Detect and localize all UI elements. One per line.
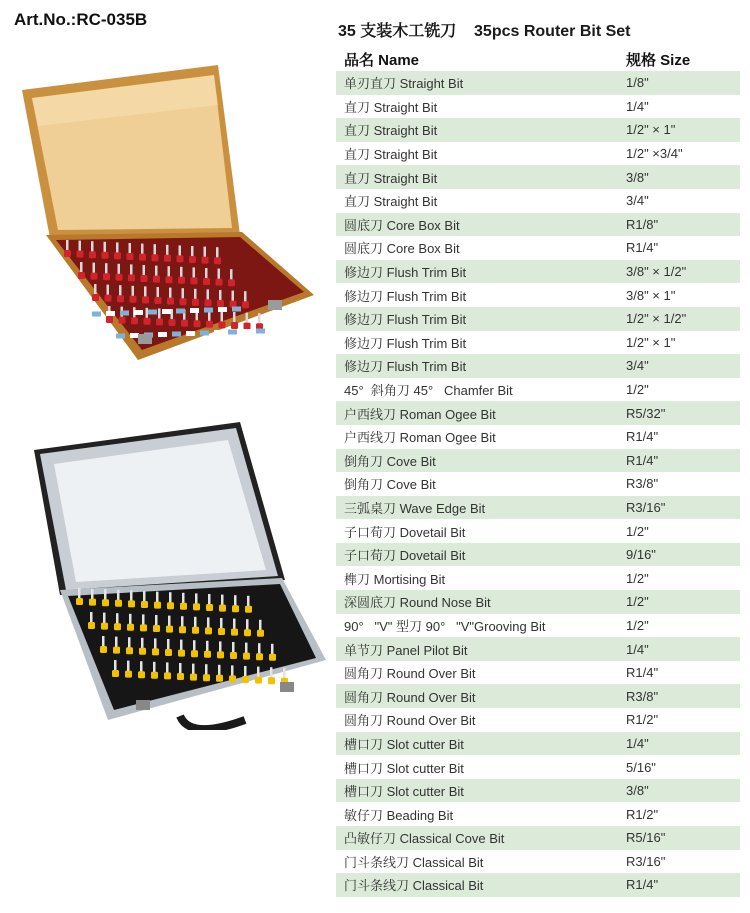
table-row	[336, 118, 740, 142]
bit-name: 门斗条线刀 Classical Bit	[344, 854, 484, 870]
bit-size: 1/8"	[626, 75, 649, 91]
bit-name: 户西线刀 Roman Ogee Bit	[344, 430, 496, 446]
bit-size: 3/8" × 1/2"	[626, 264, 687, 280]
bit-name: 子口荀刀 Dovetail Bit	[344, 548, 466, 564]
bit-name: 直刀 Straight Bit	[344, 147, 438, 163]
bit-size: 5/16"	[626, 759, 656, 775]
table-row	[336, 519, 740, 543]
table-row	[336, 260, 740, 284]
table-row	[336, 142, 740, 166]
bit-size: R1/4"	[626, 665, 659, 681]
bit-name: 直刀 Straight Bit	[344, 194, 438, 210]
bit-name: 修边刀 Flush Trim Bit	[344, 265, 467, 281]
bit-size: R5/32"	[626, 405, 666, 421]
bit-size: 3/8" × 1"	[626, 287, 676, 303]
bit-name: 修边刀 Flush Trim Bit	[344, 312, 467, 328]
table-row	[336, 331, 740, 355]
bit-size: R3/16"	[626, 853, 666, 869]
aluminum-case-photo	[30, 420, 330, 730]
bit-size: 1/4"	[626, 641, 649, 657]
bit-size: 1/2"	[626, 594, 649, 610]
table-row	[336, 850, 740, 874]
table-row	[336, 401, 740, 425]
table-row	[336, 236, 740, 260]
bit-name: 圆角刀 Round Over Bit	[344, 713, 476, 729]
table-row	[336, 826, 740, 850]
bit-size: R1/4"	[626, 429, 659, 445]
table-row	[336, 307, 740, 331]
product-title: 35 支装木工铣刀 35pcs Router Bit Set	[338, 23, 631, 40]
bit-size: R3/8"	[626, 476, 659, 492]
bit-name: 90° "V" 型刀 90° "V"Grooving Bit	[344, 618, 546, 634]
bit-size: R1/4"	[626, 240, 659, 256]
bit-name: 修边刀 Flush Trim Bit	[344, 359, 467, 375]
table-row	[336, 165, 740, 189]
bit-size: 1/2"	[626, 570, 649, 586]
bit-size: 3/8"	[626, 169, 649, 185]
wooden-case-photo	[18, 60, 318, 360]
table-row	[336, 873, 740, 897]
table-row	[336, 779, 740, 803]
column-header-name: 品名 Name	[344, 51, 420, 69]
bit-name: 深圆底刀 Round Nose Bit	[344, 595, 491, 611]
bit-name: 倒角刀 Cove Bit	[344, 453, 436, 469]
bit-size: R1/2"	[626, 806, 659, 822]
bit-size: 1/4"	[626, 98, 649, 114]
bit-size: 9/16"	[626, 547, 656, 563]
bit-size: 3/8"	[626, 783, 649, 799]
table-row	[336, 425, 740, 449]
bit-size: R3/16"	[626, 499, 666, 515]
bit-name: 槽口刀 Slot cutter Bit	[344, 760, 464, 776]
table-row	[336, 378, 740, 402]
table-row	[336, 684, 740, 708]
bit-size: 1/4"	[626, 735, 649, 751]
table-row	[336, 496, 740, 520]
bit-name: 直刀 Straight Bit	[344, 99, 438, 115]
table-row	[336, 543, 740, 567]
bit-name: 直刀 Straight Bit	[344, 170, 438, 186]
bit-name: 户西线刀 Roman Ogee Bit	[344, 406, 496, 422]
bit-name: 门斗条线刀 Classical Bit	[344, 878, 484, 894]
specification-table	[336, 47, 740, 897]
table-row	[336, 213, 740, 237]
bit-name: 单刃直刀 Straight Bit	[344, 76, 464, 92]
bit-size: 1/2"	[626, 523, 649, 539]
bit-name: 敏仔刀 Beading Bit	[344, 807, 454, 823]
table-row	[336, 95, 740, 119]
bit-name: 子口荀刀 Dovetail Bit	[344, 524, 466, 540]
bit-name: 凸敏仔刀 Classical Cove Bit	[344, 831, 505, 847]
bit-name: 单节刀 Panel Pilot Bit	[344, 642, 468, 658]
table-row	[336, 354, 740, 378]
table-row	[336, 71, 740, 95]
bit-name: 倒角刀 Cove Bit	[344, 477, 436, 493]
bit-size: 1/2"	[626, 617, 649, 633]
bit-size: 3/4"	[626, 358, 649, 374]
table-row	[336, 189, 740, 213]
table-row	[336, 566, 740, 590]
bit-size: 1/2" × 1"	[626, 122, 676, 138]
bit-size: 1/2" × 1"	[626, 334, 676, 350]
table-row	[336, 661, 740, 685]
bit-name: 圆角刀 Round Over Bit	[344, 689, 476, 705]
bit-name: 圆角刀 Round Over Bit	[344, 666, 476, 682]
bit-size: R1/4"	[626, 877, 659, 893]
bit-size: R5/16"	[626, 830, 666, 846]
article-number: Art.No.:RC-035B	[14, 10, 148, 29]
table-row	[336, 708, 740, 732]
bit-name: 45° 斜角刀 45° Chamfer Bit	[344, 383, 513, 399]
bit-size: R1/2"	[626, 712, 659, 728]
table-row	[336, 614, 740, 638]
bit-name: 槽口刀 Slot cutter Bit	[344, 736, 464, 752]
table-row	[336, 637, 740, 661]
bit-size: R1/8"	[626, 216, 659, 232]
bit-size: R1/4"	[626, 452, 659, 468]
bit-name: 直刀 Straight Bit	[344, 123, 438, 139]
bit-size: 1/2" × 1/2"	[626, 311, 687, 327]
bit-name: 修边刀 Flush Trim Bit	[344, 335, 467, 351]
table-row	[336, 755, 740, 779]
table-row	[336, 472, 740, 496]
table-row	[336, 802, 740, 826]
bit-size: 1/2"	[626, 382, 649, 398]
bit-name: 圆底刀 Core Box Bit	[344, 241, 460, 257]
column-header-size: 规格 Size	[626, 51, 691, 69]
bit-size: 1/2" ×3/4"	[626, 146, 683, 162]
bit-name: 槽口刀 Slot cutter Bit	[344, 784, 464, 800]
table-row	[336, 732, 740, 756]
table-row	[336, 590, 740, 614]
bit-name: 修边刀 Flush Trim Bit	[344, 288, 467, 304]
bit-size: R3/8"	[626, 688, 659, 704]
bit-name: 榫刀 Mortising Bit	[344, 571, 446, 587]
bit-size: 3/4"	[626, 193, 649, 209]
table-row	[336, 283, 740, 307]
bit-name: 三弧桌刀 Wave Edge Bit	[344, 500, 486, 516]
bit-name: 圆底刀 Core Box Bit	[344, 217, 460, 233]
table-header	[336, 47, 740, 71]
table-row	[336, 449, 740, 473]
